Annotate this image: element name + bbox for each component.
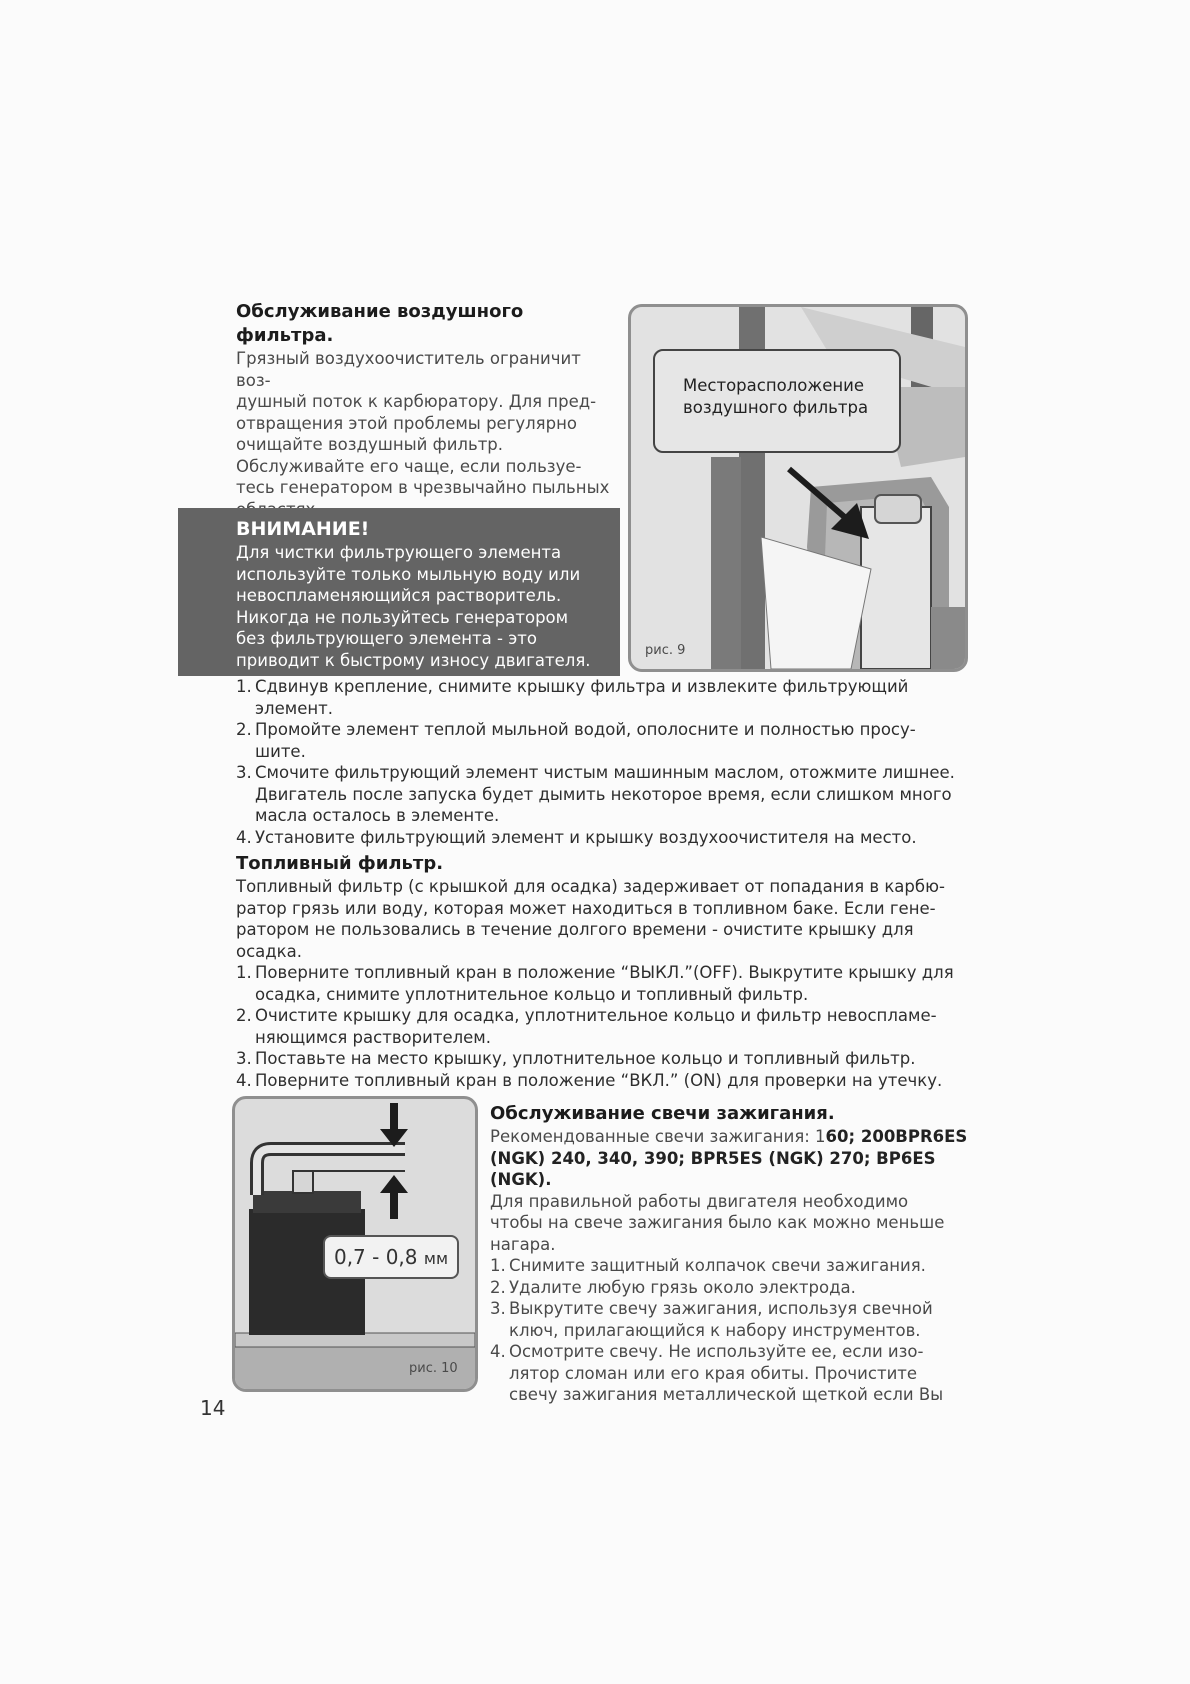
callout-line2: воздушного фильтра <box>683 398 869 417</box>
air-filter-paragraph-line: очищайте воздушный фильтр. <box>236 435 504 454</box>
warning-line: Никогда не пользуйтесь генератором <box>236 607 569 627</box>
step-text: Выкрутите свечу зажигания, используя свечной ключ, прилагающийся к набору инструментов. <box>509 1299 933 1340</box>
air-filter-paragraph-line: Обслуживайте его чаще, если пользуе- <box>236 456 582 476</box>
list-item <box>490 1277 970 1299</box>
step-number: 1. <box>236 677 252 696</box>
spark-plug-recommendation <box>490 1126 970 1191</box>
air-filter-title <box>236 300 616 348</box>
air-filter-title-line2: фильтра. <box>236 325 334 346</box>
step-number: 3. <box>236 763 252 782</box>
intro-line: нагара. <box>490 1234 556 1254</box>
gap-unit: мм <box>423 1249 449 1268</box>
step-text: Снимите защитный колпачок свечи зажигания. <box>509 1256 926 1275</box>
fuel-filter-section <box>236 852 966 1091</box>
step-text: Сдвинув крепление, снимите крышку фильтра и извлеките фильтрующий элемент. <box>255 677 909 718</box>
warning-line: невоспламеняющийся растворитель. <box>236 586 562 605</box>
list-item <box>236 962 966 1005</box>
step-number: 4. <box>236 1070 252 1090</box>
gap-label <box>323 1235 459 1279</box>
figure-10 <box>232 1096 478 1392</box>
step-text: Удалите любую грязь около электрода. <box>509 1277 856 1297</box>
step-text: Поставьте на место крышку, уплотнительное кольцо и топливный фильтр. <box>255 1049 916 1068</box>
air-filter-paragraph-line: Грязный воздухоочиститель ограничит воз- <box>236 349 581 390</box>
warning-text <box>236 542 620 671</box>
list-item <box>236 719 966 762</box>
step-text: Очистите крышку для осадка, уплотнительное кольцо и фильтр невоспламе-няющимся растворителем. <box>255 1006 937 1047</box>
list-item <box>236 827 966 849</box>
step-number: 1. <box>236 963 252 982</box>
figure-9-callout <box>653 349 901 453</box>
list-item <box>236 1005 966 1048</box>
figure-9 <box>628 304 968 672</box>
air-filter-paragraph-line: тесь генератором в чрезвычайно пыльных <box>236 478 610 497</box>
spark-plug-steps <box>490 1255 970 1406</box>
figure-10-caption: рис. 10 <box>409 1361 458 1376</box>
warning-line: используйте только мыльную воду или <box>236 564 581 584</box>
gap-value: 0,7 - 0,8 <box>333 1245 418 1269</box>
fuel-filter-steps <box>236 962 966 1091</box>
callout-line1: Месторасположение <box>683 376 865 395</box>
recommend-models-1: 60; 200BPR6ES <box>825 1127 968 1146</box>
list-item <box>236 1070 966 1092</box>
step-number: 4. <box>490 1342 506 1361</box>
spark-plug-intro <box>490 1191 970 1256</box>
step-text: Промойте элемент теплой мыльной водой, ополосните и полностью просу-шите. <box>255 720 916 761</box>
step-number: 1. <box>490 1256 506 1275</box>
fuel-filter-title: Топливный фильтр. <box>236 853 444 874</box>
intro-line: Для правильной работы двигателя необходимо <box>490 1191 909 1211</box>
step-number: 2. <box>236 720 252 739</box>
list-item <box>490 1341 970 1406</box>
list-item <box>236 676 966 719</box>
air-filter-paragraph-line: душный поток к карбюратору. Для пред- <box>236 392 597 411</box>
step-number: 2. <box>236 1006 252 1025</box>
step-number: 4. <box>236 827 252 847</box>
fuel-filter-paragraph: Топливный фильтр (с крышкой для осадка) задерживает от попадания в карбю-ратор грязь или воду, которая может находиться в топливном баке. Если гене-ратором не пользовались в течение долгого времени - очистите крышку для осадка. <box>236 877 945 961</box>
step-text: Поверните топливный кран в положение “ВКЛ.” (ON) для проверки на утечку. <box>255 1070 943 1090</box>
air-filter-title-line1: Обслуживание воздушного <box>236 301 524 322</box>
page-number: 14 <box>200 1396 226 1420</box>
warning-line: приводит к быстрому износу двигателя. <box>236 650 591 670</box>
spark-plug-title: Обслуживание свечи зажигания. <box>490 1103 835 1124</box>
warning-line: без фильтрующего элемента - это <box>236 629 537 648</box>
intro-line: чтобы на свече зажигания было как можно меньше <box>490 1213 945 1232</box>
step-number: 3. <box>490 1299 506 1318</box>
list-item <box>490 1255 970 1277</box>
warning-title: ВНИМАНИЕ! <box>236 518 370 540</box>
warning-line: Для чистки фильтрующего элемента <box>236 543 562 562</box>
list-item <box>236 1048 966 1070</box>
step-text: Осмотрите свечу. Не используйте ее, если изо-лятор сломан или его края обиты. Прочистите свечу зажигания металлической щеткой если Вы <box>509 1342 944 1404</box>
list-item <box>236 762 966 827</box>
air-filter-paragraph-line: отвращения этой проблемы регулярно <box>236 413 577 433</box>
spark-plug-section <box>490 1102 970 1406</box>
step-text: Поверните топливный кран в положение “ВЫКЛ.”(OFF). Выкрутите крышку для осадка, снимите уплотнительное кольцо и топливный фильтр. <box>255 963 954 1004</box>
warning-box <box>178 508 620 676</box>
step-text: Установите фильтрующий элемент и крышку воздухоочистителя на место. <box>255 827 917 847</box>
figure-9-caption: рис. 9 <box>645 643 686 658</box>
air-filter-section <box>236 300 616 520</box>
step-text: Смочите фильтрующий элемент чистым машинным маслом, отожмите лишнее. Двигатель после запуска будет дымить некоторое время, если слишком много масла осталось в элементе. <box>255 763 955 825</box>
air-filter-paragraph <box>236 348 616 520</box>
step-number: 2. <box>490 1277 506 1297</box>
step-number: 3. <box>236 1049 252 1068</box>
list-item <box>490 1298 970 1341</box>
air-filter-steps <box>236 676 966 848</box>
recommend-prefix: Рекомендованные свечи зажигания: 1 <box>490 1127 826 1146</box>
recommend-models-2: (NGK) 240, 340, 390; BPR5ES (NGK) 270; BP6ES (NGK). <box>490 1148 936 1189</box>
